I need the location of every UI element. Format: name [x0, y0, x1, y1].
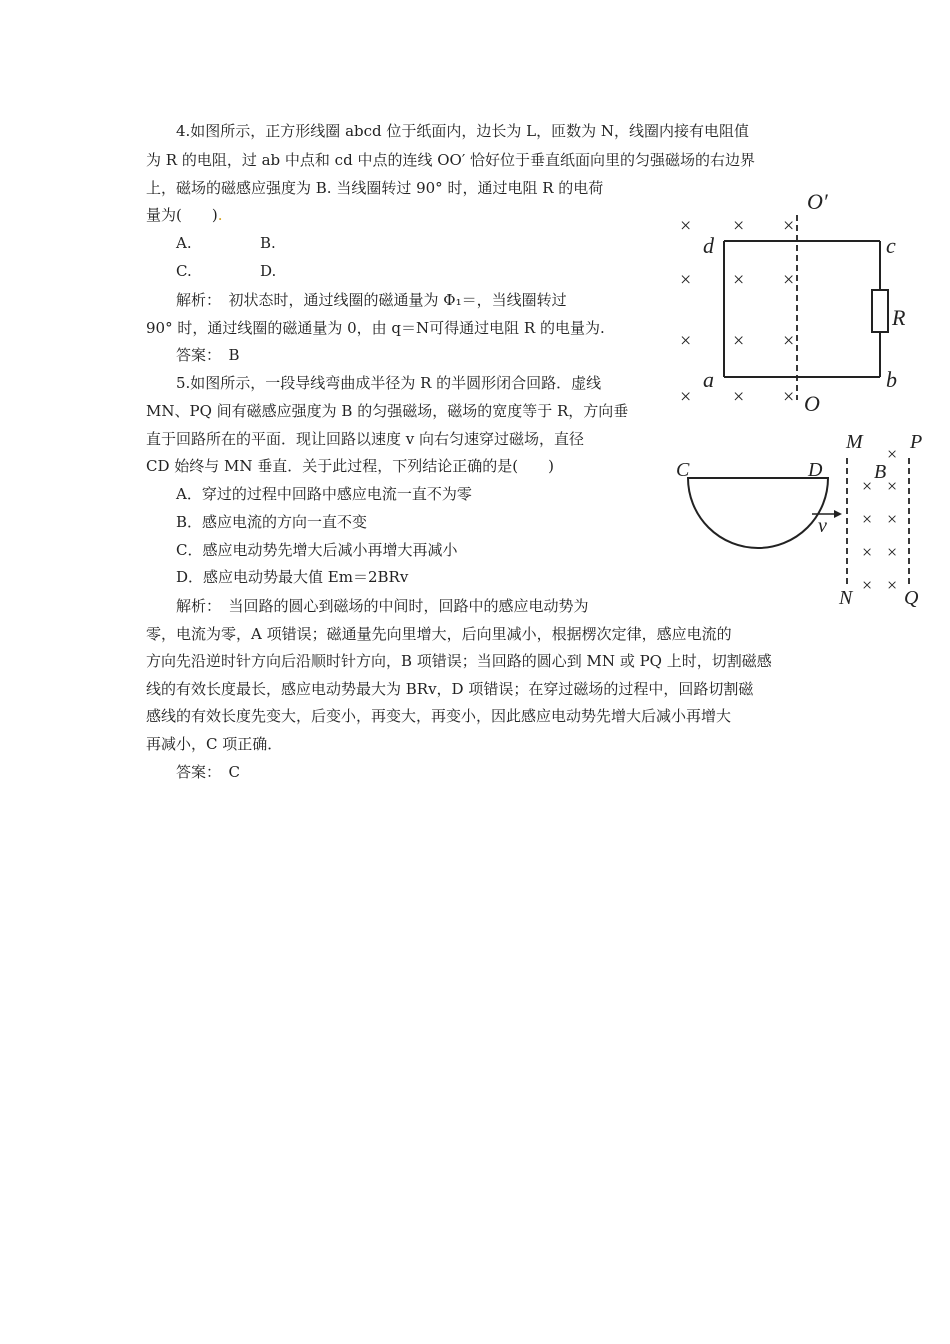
label-p: P: [910, 431, 923, 453]
cross-mark: ×: [783, 330, 795, 352]
cross-mark: ×: [862, 509, 873, 529]
q4-option-a: A.: [176, 234, 192, 252]
q5-solution-1: 解析： 当回路的圆心到磁场的中间时，回路中的感应电动势为: [176, 597, 589, 615]
q4-line-1: 4.如图所示，正方形线圈 abcd 位于纸面内，边长为 L，匝数为 N，线圈内接有电阻值: [176, 122, 750, 140]
q4-option-b: B.: [260, 234, 276, 252]
figure-coil-diagram: [670, 185, 930, 415]
cross-mark: ×: [733, 330, 745, 352]
q5-option-d: D．感应电动势最大值 Em＝2BRv: [176, 568, 409, 586]
q5-option-a: A．穿过的过程中回路中感应电流一直不为零: [176, 485, 472, 503]
q5-line-1: 5.如图所示，一段导线弯曲成半径为 R 的半圆形闭合回路．虚线: [176, 374, 602, 392]
q5-answer: 答案： C: [176, 763, 240, 781]
cross-mark: ×: [680, 269, 692, 291]
resistor: [872, 290, 888, 332]
cross-mark: ×: [680, 386, 692, 408]
q5-option-c: C．感应电动势先增大后减小再增大再减小: [176, 541, 458, 559]
field-crosses: [680, 215, 794, 408]
q4-line-4: [146, 205, 223, 225]
cross-mark: ×: [733, 269, 745, 291]
coil-rectangle: [724, 241, 880, 377]
label-a: a: [703, 367, 714, 392]
cross-mark: ×: [862, 476, 873, 496]
q4-line-3: 上，磁场的磁感应强度为 B. 当线圈转过 90° 时，通过电阻 R 的电荷: [146, 179, 604, 197]
label-c: c: [886, 233, 896, 258]
q4-option-c: C.: [176, 262, 192, 280]
q4-answer: 答案： B: [176, 346, 240, 364]
label-v: v: [818, 515, 827, 537]
label-r: R: [892, 305, 906, 330]
q4-line-4-text: 量为( ): [146, 206, 218, 224]
cross-mark: ×: [783, 215, 795, 237]
q5-line-3: 直于回路所在的平面．现让回路以速度 v 向右匀速穿过磁场，直径: [146, 430, 585, 448]
cross-mark: ×: [733, 215, 745, 237]
label-c: C: [676, 459, 690, 481]
label-n: N: [839, 587, 853, 609]
cross-mark: ×: [783, 386, 795, 408]
label-b-field: B: [874, 461, 887, 483]
label-b: b: [886, 367, 897, 392]
q5-solution-5: 感线的有效长度先变大，后变小，再变大，再变小，因此感应电动势先增大后减小再增大: [146, 707, 732, 725]
cross-mark: ×: [887, 476, 898, 496]
cross-mark: ×: [887, 509, 898, 529]
semicircle-loop: [688, 478, 828, 548]
figure-semicircle-diagram: [672, 428, 937, 610]
cross-mark: ×: [887, 542, 898, 562]
label-q: Q: [904, 587, 919, 609]
q5-option-b: B．感应电流的方向一直不变: [176, 513, 368, 531]
label-o: O: [804, 391, 820, 415]
label-m: M: [846, 431, 863, 453]
q5-line-4: CD 始终与 MN 垂直．关于此过程，下列结论正确的是( ): [146, 457, 554, 475]
cross-mark: ×: [887, 444, 898, 464]
q4-line-2: 为 R 的电阻，过 ab 中点和 cd 中点的连线 OO′ 恰好位于垂直纸面向里的匀强磁场的右边界: [146, 151, 755, 169]
cross-mark: ×: [862, 542, 873, 562]
cross-mark: ×: [783, 269, 795, 291]
cross-mark: ×: [733, 386, 745, 408]
q4-line-4-dot: .: [217, 206, 223, 224]
q4-option-d: D.: [260, 262, 277, 280]
cross-mark: ×: [680, 330, 692, 352]
q4-solution-2: 90° 时，通过线圈的磁通量为 0，由 q＝N可得通过电阻 R 的电量为.: [146, 319, 605, 337]
q5-solution-6: 再减小，C 项正确．: [146, 735, 283, 753]
arrow-head: [834, 510, 842, 518]
label-d: D: [808, 459, 823, 481]
q5-line-2: MN、PQ 间有磁感应强度为 B 的匀强磁场，磁场的宽度等于 R，方向垂: [146, 402, 629, 420]
cross-mark: ×: [862, 575, 873, 595]
label-o-prime: O′: [807, 189, 828, 214]
label-d: d: [703, 233, 714, 258]
q4-solution-1: 解析： 初状态时，通过线圈的磁通量为 Φ₁＝，当线圈转过: [176, 291, 567, 309]
q5-solution-3: 方向先沿逆时针方向后沿顺时针方向，B 项错误；当回路的圆心到 MN 或 PQ 上时，切割磁感: [146, 652, 772, 670]
cross-mark: ×: [887, 575, 898, 595]
q5-solution-2: 零，电流为零，A 项错误；磁通量先向里增大，后向里减小，根据楞次定律，感应电流的: [146, 625, 732, 643]
q5-solution-4: 线的有效长度最长，感应电动势最大为 BRv，D 项错误；在穿过磁场的过程中，回路切割磁: [146, 680, 754, 698]
cross-mark: ×: [680, 215, 692, 237]
